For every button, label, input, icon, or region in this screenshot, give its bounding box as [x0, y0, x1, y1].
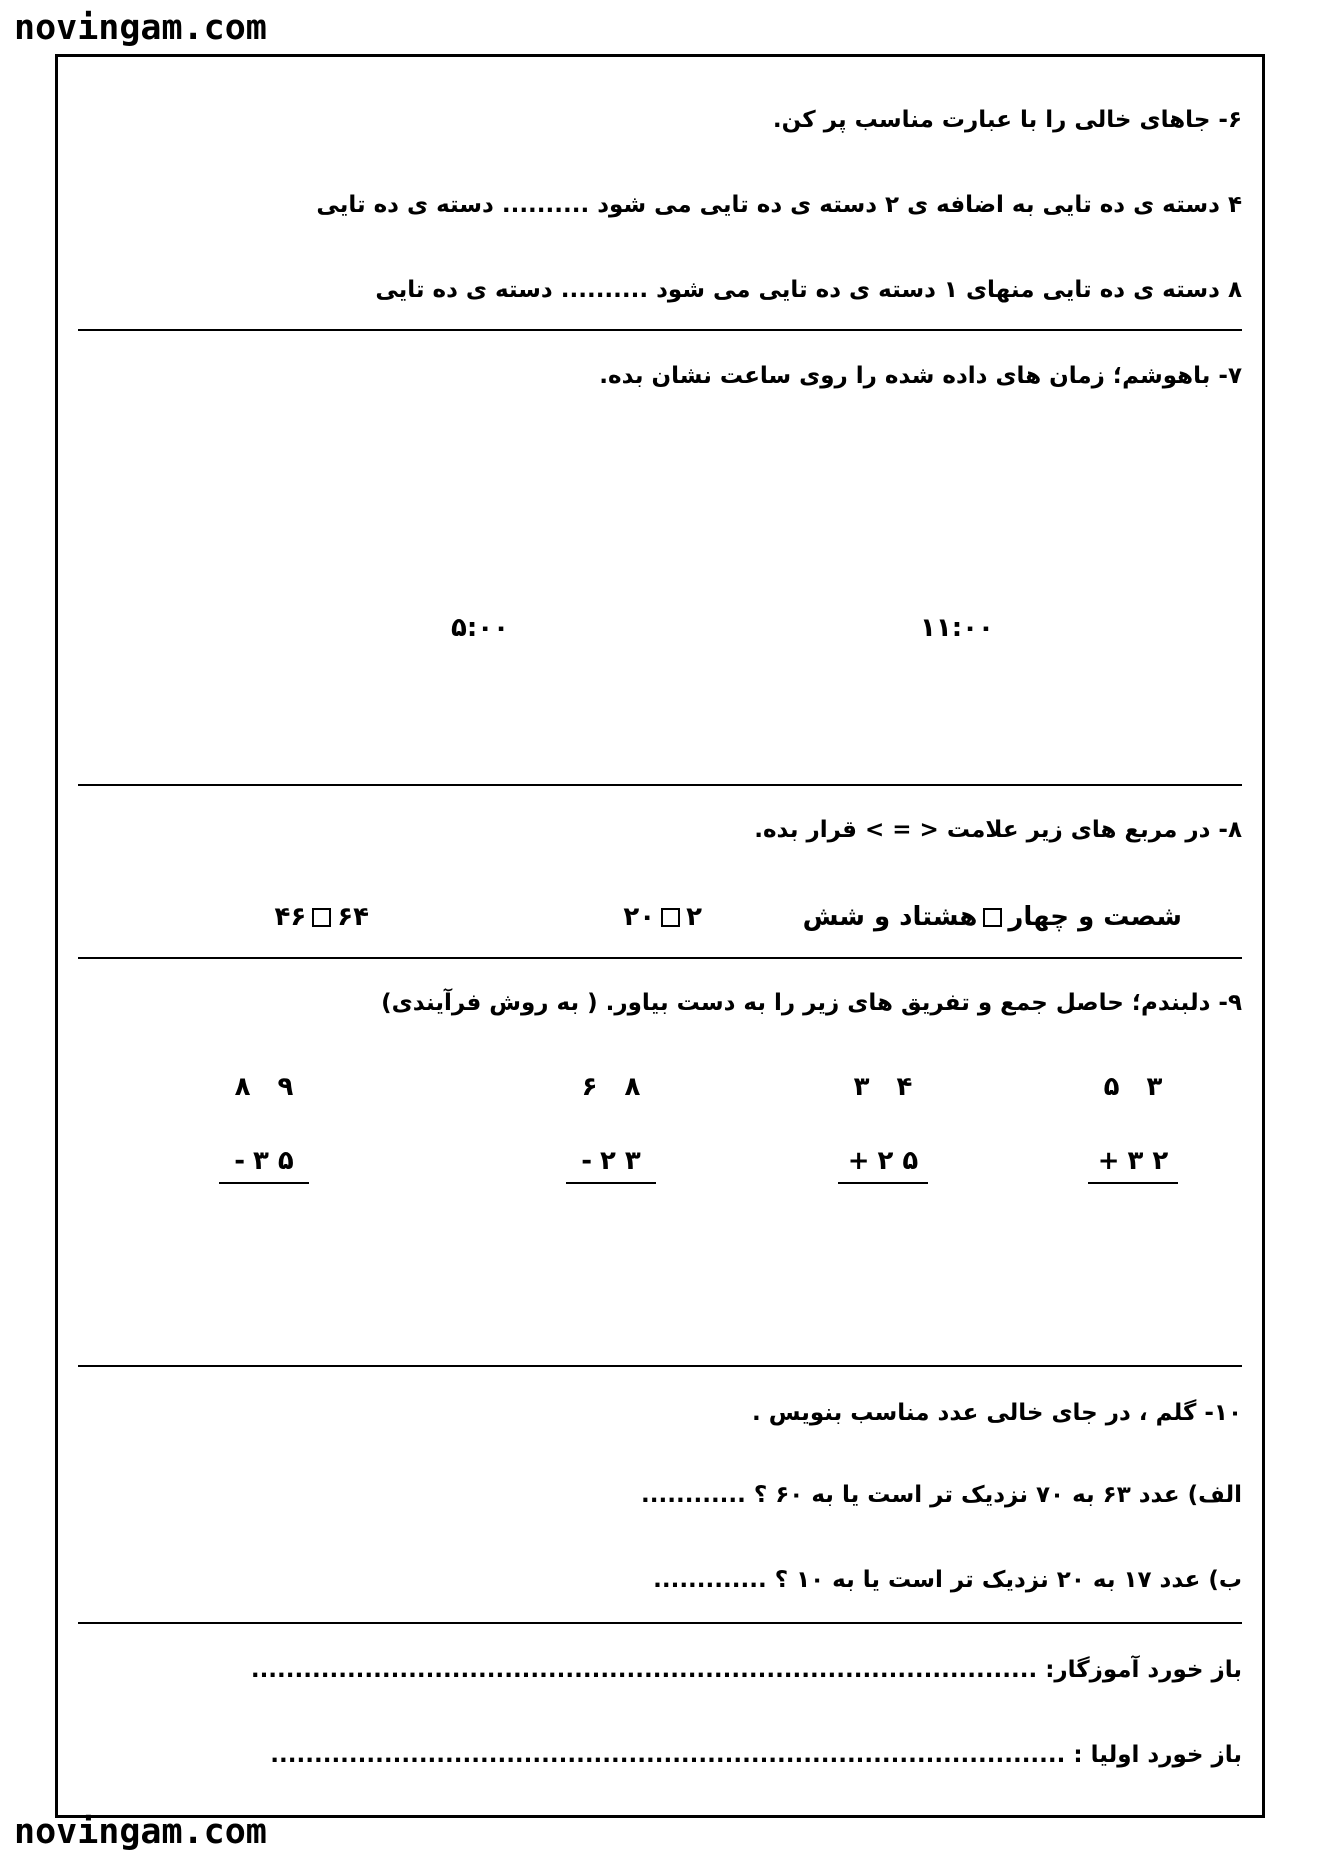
problem-1-bottom: ۳ ۲	[1127, 1146, 1169, 1176]
worksheet-frame	[55, 54, 1265, 1818]
parent-feedback: باز خورد اولیا : ...........................................................................................	[270, 1742, 1242, 1768]
time-label-1: ۱۱:۰۰	[920, 613, 994, 643]
teacher-feedback: باز خورد آموزگار: ..........................................................................................	[250, 1657, 1242, 1683]
q6-line1: ۴ دسته ی ده تایی به اضافه ی ۲ دسته ی ده تایی می شود .......... دسته ی ده تایی	[316, 192, 1242, 218]
divider-1	[78, 329, 1242, 331]
watermark-top: novingam.com	[14, 8, 267, 48]
watermark-bottom: novingam.com	[14, 1812, 267, 1852]
comparison-2-left: ۲	[686, 902, 702, 932]
problem-1-top: ۵ ۳	[1103, 1072, 1163, 1102]
q10-part-a: الف) عدد ۶۳ به ۷۰ نزدیک تر است یا به ۶۰ ؟ ............	[641, 1482, 1242, 1508]
problem-3-operator: -	[581, 1146, 592, 1176]
comparison-2	[623, 902, 702, 932]
problem-3-bottom: ۲ ۳	[600, 1146, 641, 1176]
q10-title: ۱۰- گلم ، در جای خالی عدد مناسب بنویس .	[751, 1400, 1242, 1426]
answer-box-3[interactable]	[312, 908, 331, 927]
answer-box-2[interactable]	[661, 908, 680, 927]
problem-2	[838, 1072, 928, 1186]
comparison-row	[58, 902, 1262, 942]
problem-2-underline	[838, 1182, 928, 1184]
q8-title: ۸- در مربع های زیر علامت < = > قرار بده.	[754, 817, 1242, 843]
problem-4	[219, 1072, 309, 1186]
comparison-1-right: هشتاد و شش	[802, 902, 978, 932]
q6-title: ۶- جاهای خالی را با عبارت مناسب پر کن.	[772, 107, 1242, 133]
divider-3	[78, 957, 1242, 959]
problem-1-underline	[1088, 1182, 1178, 1184]
divider-2	[78, 784, 1242, 786]
divider-5	[78, 1622, 1242, 1624]
problem-3-top: ۶ ۸	[581, 1072, 641, 1102]
time-label-2: ۵:۰۰	[451, 613, 510, 643]
comparison-1-left: شصت و چهار	[1008, 902, 1182, 932]
comparison-1	[803, 902, 1182, 932]
problem-1	[1088, 1072, 1178, 1186]
q7-title: ۷- باهوشم؛ زمان های داده شده را روی ساعت نشان بده.	[599, 363, 1242, 389]
problem-4-top: ۸ ۹	[234, 1072, 294, 1102]
problem-4-underline	[219, 1182, 309, 1184]
problem-2-operator: +	[847, 1146, 870, 1176]
comparison-3-right: ۴۶	[274, 902, 307, 932]
problem-2-top: ۳ ۴	[853, 1072, 913, 1102]
problem-4-bottom: ۳ ۵	[253, 1146, 294, 1176]
q6-line2: ۸ دسته ی ده تایی منهای ۱ دسته ی ده تایی می شود .......... دسته ی ده تایی	[375, 277, 1242, 303]
answer-box-1[interactable]	[983, 908, 1002, 927]
problem-4-operator: -	[234, 1146, 245, 1176]
problem-3-underline	[566, 1182, 656, 1184]
problem-3	[566, 1072, 656, 1186]
comparison-3-left: ۶۴	[337, 902, 369, 932]
comparison-3	[275, 902, 370, 932]
comparison-2-right: ۲۰	[623, 902, 656, 932]
problem-1-operator: +	[1097, 1146, 1120, 1176]
problem-2-bottom: ۲ ۵	[877, 1146, 919, 1176]
divider-4	[78, 1365, 1242, 1367]
q9-title: ۹- دلبندم؛ حاصل جمع و تفریق های زیر را به دست بیاور. ( به روش فرآیندی)	[381, 990, 1242, 1016]
q10-part-b: ب) عدد ۱۷ به ۲۰ نزدیک تر است یا به ۱۰ ؟ .............	[653, 1567, 1242, 1593]
